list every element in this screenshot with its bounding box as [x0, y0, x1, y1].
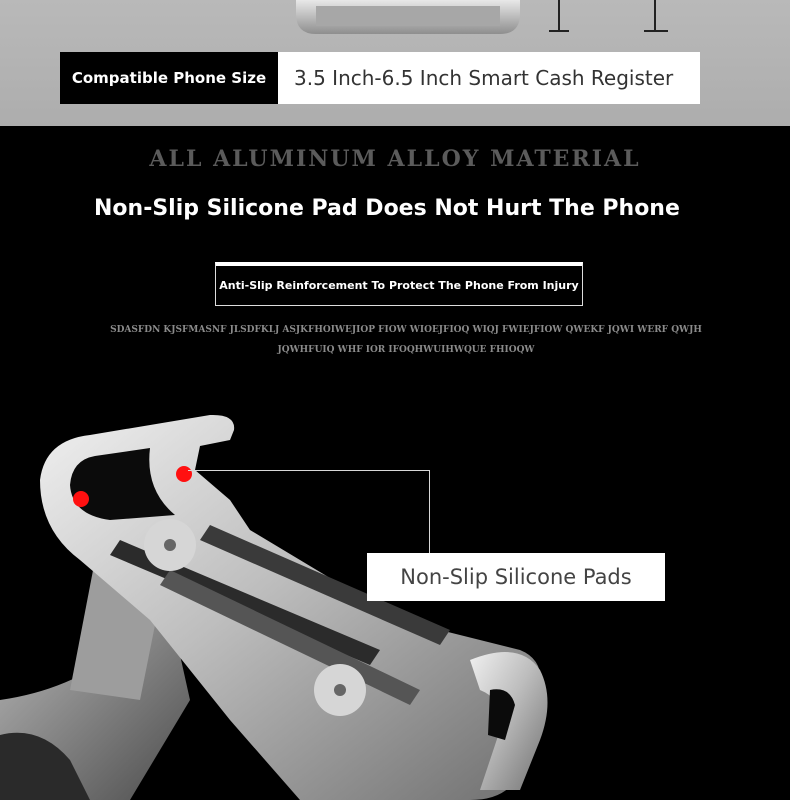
callout-line-vertical	[429, 470, 430, 554]
silicone-pad-marker-left	[73, 491, 89, 507]
material-title: ALL ALUMINUM ALLOY MATERIAL	[149, 146, 641, 172]
silicone-pads-callout: Non-Slip Silicone Pads	[367, 553, 665, 601]
size-label: Compatible Phone Size	[60, 52, 278, 104]
callout-line-horizontal	[188, 470, 430, 471]
size-value: 3.5 Inch-6.5 Inch Smart Cash Register	[278, 52, 700, 104]
silicone-pad-marker-right	[176, 466, 192, 482]
subheadline: Anti-Slip Reinforcement To Protect The Phone From Injury	[219, 279, 579, 292]
headline: Non-Slip Silicone Pad Does Not Hurt The Phone	[94, 196, 680, 221]
filler-text: SDASFDN KJSFMASNF JLSDFKLJ ASJKFHOIWEJIOP FIOW WIOEJFIOQ WIQJ FWIEJFIOW QWEKF JQWI WERF QWJH JQWHFUIQ WHF IOR IFOQHWUIHWQUE FHIOQW	[110, 325, 702, 355]
